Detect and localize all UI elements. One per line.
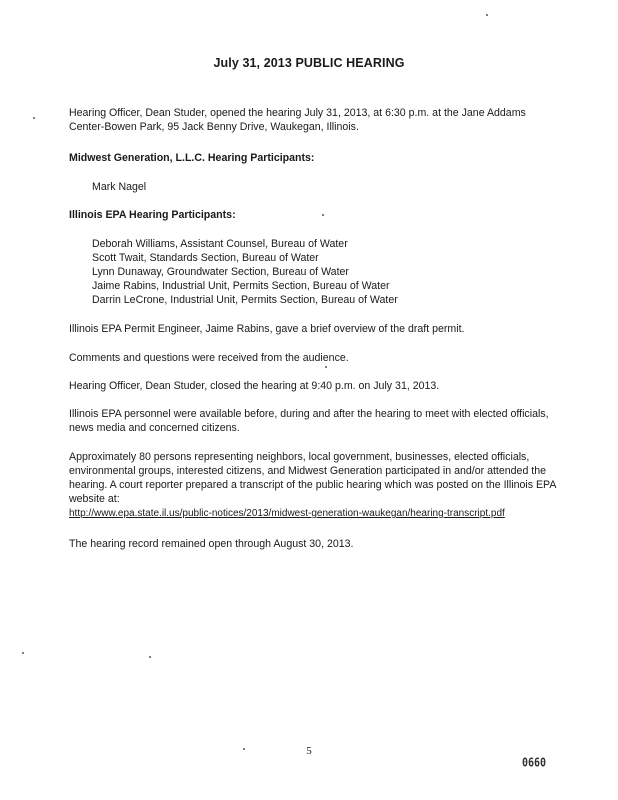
personnel-paragraph: Illinois EPA personnel were available before, during and after the hearing to meet with elected officials, news media and concerned citizens. bbox=[69, 408, 549, 434]
midwest-participant: Mark Nagel bbox=[92, 181, 147, 193]
epa-participants-list bbox=[92, 237, 398, 307]
attendance-paragraph bbox=[69, 450, 559, 521]
page-number: 5 bbox=[306, 745, 312, 757]
comments-paragraph: Comments and questions were received from the audience. bbox=[69, 352, 349, 364]
scan-speck bbox=[149, 656, 151, 658]
scan-speck bbox=[486, 14, 488, 16]
transcript-link[interactable]: http://www.epa.state.il.us/public-notices/2013/midwest-generation-waukegan/hearing-transcript.pdf bbox=[69, 508, 505, 519]
overview-paragraph: Illinois EPA Permit Engineer, Jaime Rabins, gave a brief overview of the draft permit. bbox=[69, 323, 465, 335]
list-item: Deborah Williams, Assistant Counsel, Bureau of Water bbox=[92, 238, 348, 250]
scan-speck bbox=[22, 652, 24, 654]
scan-speck bbox=[325, 366, 327, 368]
epa-participants-heading: Illinois EPA Hearing Participants: bbox=[69, 209, 236, 221]
record-paragraph: The hearing record remained open through August 30, 2013. bbox=[69, 538, 354, 550]
list-item: Lynn Dunaway, Groundwater Section, Bureau of Water bbox=[92, 266, 349, 278]
scan-speck bbox=[322, 214, 324, 216]
scan-speck bbox=[243, 748, 245, 750]
attendance-text: Approximately 80 persons representing neighbors, local government, businesses, elected officials, environmental groups, interested citizens, and Midwest Generation participated in and/or attended the hearing. A court reporter prepared a transcript of the public hearing which was posted on the Illinois EPA website at: bbox=[69, 451, 556, 505]
bates-stamp: 0660 bbox=[522, 756, 547, 771]
list-item: Darrin LeCrone, Industrial Unit, Permits Section, Bureau of Water bbox=[92, 294, 398, 306]
intro-paragraph: Hearing Officer, Dean Studer, opened the hearing July 31, 2013, at 6:30 p.m. at the Jane Addams Center-Bowen Park, 95 Jack Benny Drive, Waukegan, Illinois. bbox=[69, 107, 526, 133]
list-item: Scott Twait, Standards Section, Bureau of Water bbox=[92, 252, 319, 264]
midwest-participants-heading: Midwest Generation, L.L.C. Hearing Participants: bbox=[69, 152, 315, 164]
list-item: Jaime Rabins, Industrial Unit, Permits Section, Bureau of Water bbox=[92, 280, 390, 292]
closed-paragraph: Hearing Officer, Dean Studer, closed the hearing at 9:40 p.m. on July 31, 2013. bbox=[69, 380, 440, 392]
page-title: July 31, 2013 PUBLIC HEARING bbox=[213, 56, 405, 70]
scan-speck bbox=[33, 117, 35, 119]
